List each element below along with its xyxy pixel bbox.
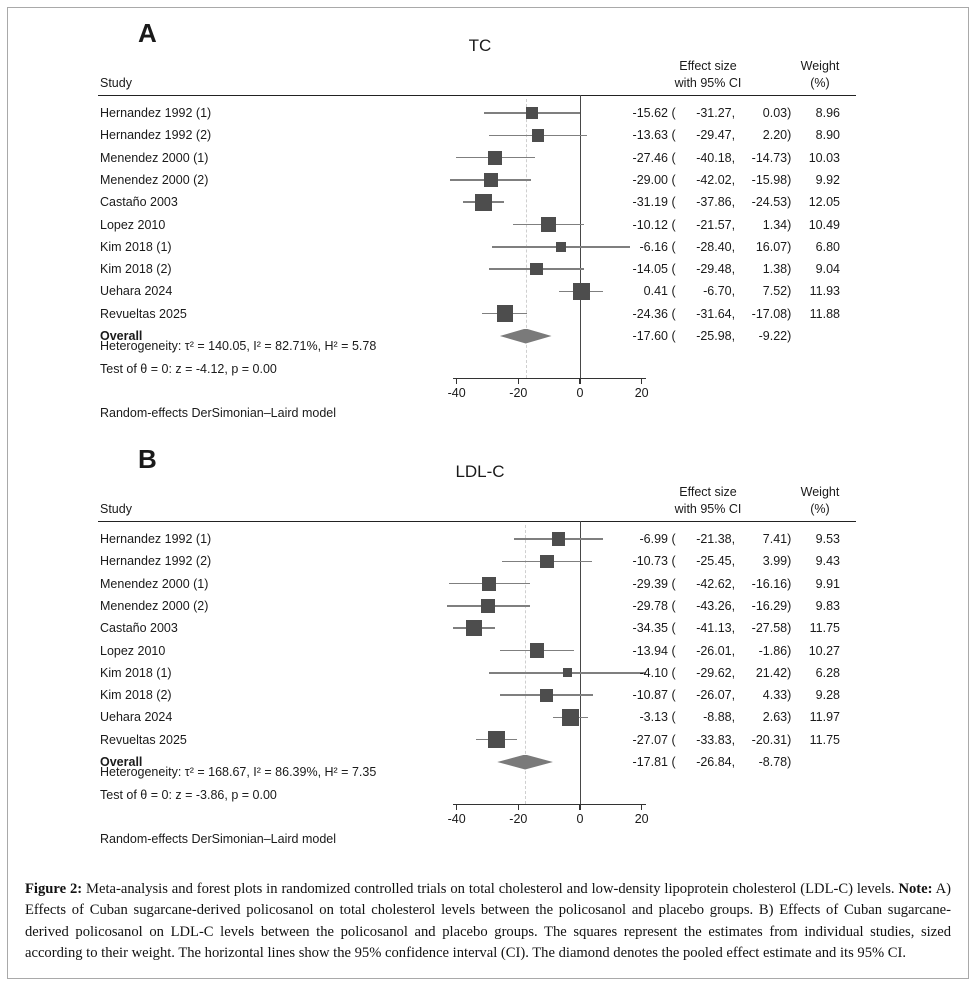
effect-size-text: -27.07 ( -33.83, -20.31) — [618, 731, 791, 749]
axis-tick-label: 20 — [634, 386, 649, 400]
ci-upper: -1.86 — [758, 643, 788, 658]
study-name: Hernandez 1992 (2) — [100, 128, 212, 143]
ci-upper: 21.42 — [755, 665, 788, 680]
panel-title-tc: TC — [468, 36, 492, 55]
weight-value: 10.03 — [808, 150, 840, 165]
effect-size-text: -29.00 ( -42.02, -15.98) — [618, 171, 791, 189]
weight-value: 11.75 — [809, 732, 840, 747]
ci-lower: -26.84 — [696, 755, 732, 769]
axis-line — [453, 378, 646, 379]
effect-size-text: -14.05 ( -29.48, 1.38) — [618, 260, 791, 278]
effect-estimate: -17.81 — [632, 755, 668, 769]
ci-upper: 16.07 — [755, 239, 788, 254]
axis-tick — [641, 379, 642, 384]
study-name: Hernandez 1992 (1) — [100, 532, 212, 546]
weight-value: 6.80 — [815, 239, 840, 254]
heterogeneity-stats: Heterogeneity: τ² = 168.67, I² = 86.39%, H² = 7.35 — [100, 765, 377, 779]
ci-upper: -14.73 — [751, 150, 788, 165]
caption-text: Meta-analysis and forest plots in randomized controlled trials on total cholesterol and low-density lipoprotein cholesterol (LDL-C) levels. — [86, 880, 895, 897]
ci-lower: -33.83 — [696, 732, 732, 747]
axis-tick-label: 0 — [576, 386, 584, 400]
study-name: Kim 2018 (2) — [100, 262, 172, 277]
effect-square — [481, 599, 495, 613]
column-header-study: Study — [100, 76, 132, 90]
ci-lower: -29.62 — [696, 665, 732, 680]
ci-lower: -21.38 — [696, 532, 732, 546]
effect-estimate: 0.41 — [643, 284, 668, 299]
axis-tick-label: 0 — [576, 812, 584, 826]
caption-label: Figure 2: — [25, 880, 83, 897]
effect-size-text: -10.73 ( -25.45, 3.99) — [618, 552, 791, 570]
ci-lower: -41.13 — [696, 621, 732, 636]
effect-header-line1: Effect size — [679, 485, 737, 499]
axis-line — [453, 804, 646, 805]
weight-header-line2: (%) — [810, 76, 830, 90]
effect-square — [482, 577, 496, 591]
effect-size-text: -29.78 ( -43.26, -16.29) — [618, 597, 791, 615]
study-name: Kim 2018 (1) — [100, 665, 172, 680]
effect-header-line2: with 95% CI — [674, 76, 742, 90]
ci-upper: -9.22 — [758, 329, 788, 343]
axis-tick — [456, 379, 457, 384]
forest-panel-ldlc — [0, 438, 976, 864]
effect-size-text: -17.60 ( -25.98, -9.22) — [618, 327, 791, 345]
ci-lower: -42.02 — [696, 172, 732, 187]
effect-size-text: -17.81 ( -26.84, -8.78) — [618, 753, 791, 771]
axis-tick — [579, 805, 580, 810]
overall-diamond — [497, 755, 553, 770]
overall-label: Overall — [100, 329, 143, 343]
ci-lower: -42.62 — [696, 576, 732, 591]
effect-square — [562, 709, 579, 726]
effect-size-text: -15.62 ( -31.27, 0.03) — [618, 104, 791, 122]
effect-size-text: -10.12 ( -21.57, 1.34) — [618, 216, 791, 234]
weight-value: 9.53 — [815, 532, 840, 546]
ci-upper: -27.58 — [751, 621, 788, 636]
effect-square — [530, 643, 544, 657]
weight-value: 11.93 — [809, 284, 840, 299]
overall-diamond — [500, 329, 552, 344]
study-name: Menendez 2000 (2) — [100, 172, 209, 187]
ci-upper: 4.33 — [762, 688, 788, 703]
axis-tick — [641, 805, 642, 810]
note-label: Note: — [898, 880, 933, 897]
weight-header-line1: Weight — [800, 59, 840, 73]
effect-square — [466, 620, 482, 636]
study-name: Kim 2018 (2) — [100, 688, 172, 703]
ci-lower: -40.18 — [696, 150, 732, 165]
study-name: Hernandez 1992 (2) — [100, 554, 212, 569]
effect-estimate: -13.63 — [632, 128, 668, 143]
effect-header-line1: Effect size — [679, 59, 737, 73]
effect-size-text: -10.87 ( -26.07, 4.33) — [618, 686, 791, 704]
heterogeneity-stats: Heterogeneity: τ² = 140.05, I² = 82.71%, H² = 5.78 — [100, 339, 377, 353]
effect-estimate: -29.39 — [632, 576, 668, 591]
effect-estimate: -15.62 — [632, 106, 668, 120]
effect-size-text: -3.13 ( -8.88, 2.63) — [618, 708, 791, 726]
effect-estimate: -24.36 — [632, 306, 668, 321]
effect-header-line2: with 95% CI — [674, 502, 742, 516]
ci-lower: -25.98 — [696, 329, 732, 343]
ci-upper: 1.38 — [762, 262, 788, 277]
effect-size-text: -34.35 ( -41.13, -27.58) — [618, 619, 791, 637]
effect-estimate: -13.94 — [632, 643, 668, 658]
effect-estimate: -34.35 — [632, 621, 668, 636]
column-header-study: Study — [100, 502, 132, 516]
effect-size-text: -24.36 ( -31.64, -17.08) — [618, 305, 791, 323]
test-stats: Test of θ = 0: z = -3.86, p = 0.00 — [100, 788, 277, 802]
axis-tick-label: 20 — [634, 812, 649, 826]
ci-upper: -24.53 — [751, 195, 788, 210]
panel-label-b: B — [138, 444, 157, 474]
effect-estimate: -31.19 — [632, 195, 668, 210]
axis-tick — [579, 379, 580, 384]
ci-upper: 2.63 — [762, 710, 788, 725]
ci-upper: -8.78 — [758, 755, 788, 769]
ci-upper: -16.16 — [751, 576, 788, 591]
forest-panel-tc — [0, 12, 976, 438]
study-name: Revueltas 2025 — [100, 732, 187, 747]
effect-estimate: -29.00 — [632, 172, 668, 187]
axis-tick — [518, 379, 519, 384]
weight-value: 6.28 — [815, 665, 840, 680]
effect-size-text: -27.46 ( -40.18, -14.73) — [618, 149, 791, 167]
ci-lower: -37.86 — [696, 195, 732, 210]
study-name: Uehara 2024 — [100, 710, 173, 725]
study-name: Uehara 2024 — [100, 284, 173, 299]
effect-square — [526, 107, 539, 120]
study-name: Kim 2018 (1) — [100, 239, 172, 254]
ci-lower: -29.48 — [696, 262, 732, 277]
weight-value: 8.96 — [815, 106, 840, 120]
effect-estimate: -27.46 — [632, 150, 668, 165]
effect-estimate: -6.16 — [639, 239, 668, 254]
ci-lower: -21.57 — [696, 217, 732, 232]
ci-upper: 7.52 — [762, 284, 788, 299]
effect-estimate: -6.99 — [639, 532, 668, 546]
ci-upper: 3.99 — [762, 554, 788, 569]
study-name: Menendez 2000 (1) — [100, 576, 209, 591]
effect-estimate: -4.10 — [639, 665, 668, 680]
panel-label-a: A — [138, 18, 157, 48]
weight-header-line1: Weight — [800, 485, 840, 499]
weight-value: 8.90 — [815, 128, 840, 143]
effect-square — [540, 555, 553, 568]
effect-square — [488, 151, 502, 165]
study-name: Lopez 2010 — [100, 643, 166, 658]
model-note: Random-effects DerSimonian–Laird model — [100, 406, 336, 420]
effect-size-text: 0.41 ( -6.70, 7.52) — [618, 282, 791, 300]
effect-size-text: -6.16 ( -28.40, 16.07) — [618, 238, 791, 256]
effect-square — [563, 668, 572, 677]
effect-square — [484, 173, 498, 187]
weight-value: 10.49 — [808, 217, 840, 232]
ci-upper: 7.41 — [762, 532, 788, 546]
axis-tick — [456, 805, 457, 810]
axis-tick — [518, 805, 519, 810]
ci-upper: 0.03 — [762, 106, 788, 120]
effect-square — [552, 532, 565, 545]
effect-estimate: -10.87 — [632, 688, 668, 703]
weight-value: 11.88 — [809, 306, 840, 321]
ci-upper: -20.31 — [751, 732, 788, 747]
weight-value: 9.43 — [815, 554, 840, 569]
note-text: A) Effects of Cuban sugarcane-derived policosanol on total cholesterol levels between the policosanol and placebo groups. B) Effects of Cuban sugarcane-derived policosanol on LDL-C levels between the policosanol and placebo groups. The squares represent the estimates from individual studies, sized according to their weight. The horizontal lines show the 95% confidence interval (CI). The diamond denotes the pooled effect estimate and its 95% CI. — [25, 880, 951, 962]
weight-value: 9.04 — [815, 262, 840, 277]
panel-title-ldlc: LDL-C — [455, 462, 505, 481]
ci-upper: -17.08 — [751, 306, 788, 321]
ci-upper: 1.34 — [762, 217, 788, 232]
study-name: Menendez 2000 (2) — [100, 598, 209, 613]
effect-estimate: -17.60 — [632, 329, 668, 343]
ci-upper: -16.29 — [751, 598, 788, 613]
weight-value: 10.27 — [808, 643, 840, 658]
effect-estimate: -10.12 — [632, 217, 668, 232]
study-name: Castaño 2003 — [100, 621, 178, 636]
overall-label: Overall — [100, 755, 143, 769]
ci-lower: -31.27 — [696, 106, 732, 120]
effect-size-text: -31.19 ( -37.86, -24.53) — [618, 193, 791, 211]
effect-size-text: -29.39 ( -42.62, -16.16) — [618, 575, 791, 593]
axis-tick-label: -20 — [509, 812, 528, 826]
weight-value: 9.28 — [815, 688, 840, 703]
effect-size-text: -6.99 ( -21.38, 7.41) — [618, 530, 791, 548]
study-name: Revueltas 2025 — [100, 306, 187, 321]
ci-lower: -29.47 — [696, 128, 732, 143]
ci-lower: -8.88 — [703, 710, 732, 725]
effect-square — [497, 305, 514, 322]
test-stats: Test of θ = 0: z = -4.12, p = 0.00 — [100, 362, 277, 376]
axis-tick-label: -40 — [447, 386, 466, 400]
effect-estimate: -14.05 — [632, 262, 668, 277]
weight-value: 9.91 — [815, 576, 840, 591]
ci-lower: -26.01 — [696, 643, 732, 658]
weight-value: 9.83 — [815, 598, 840, 613]
ci-lower: -28.40 — [696, 239, 732, 254]
effect-square — [540, 689, 553, 702]
figure-caption — [25, 879, 951, 965]
ci-lower: -43.26 — [696, 598, 732, 613]
ci-upper: -15.98 — [751, 172, 788, 187]
study-name: Hernandez 1992 (1) — [100, 106, 212, 120]
effect-size-text: -4.10 ( -29.62, 21.42) — [618, 664, 791, 682]
ci-lower: -26.07 — [696, 688, 732, 703]
effect-square — [573, 283, 590, 300]
study-name: Castaño 2003 — [100, 195, 178, 210]
effect-square — [475, 194, 492, 211]
weight-value: 9.92 — [815, 172, 840, 187]
weight-value: 11.75 — [809, 621, 840, 636]
effect-estimate: -10.73 — [632, 554, 668, 569]
effect-square — [556, 242, 566, 252]
weight-value: 12.05 — [808, 195, 840, 210]
ci-lower: -31.64 — [696, 306, 732, 321]
effect-size-text: -13.94 ( -26.01, -1.86) — [618, 642, 791, 660]
effect-estimate: -29.78 — [632, 598, 668, 613]
weight-value: 11.97 — [809, 710, 840, 725]
ci-lower: -6.70 — [703, 284, 732, 299]
ci-upper: 2.20 — [762, 128, 788, 143]
effect-square — [541, 217, 556, 232]
effect-square — [532, 129, 544, 141]
effect-estimate: -3.13 — [639, 710, 668, 725]
axis-tick-label: -40 — [447, 812, 466, 826]
effect-estimate: -27.07 — [632, 732, 668, 747]
weight-header-line2: (%) — [810, 502, 830, 516]
effect-size-text: -13.63 ( -29.47, 2.20) — [618, 126, 791, 144]
model-note: Random-effects DerSimonian–Laird model — [100, 832, 336, 846]
effect-square — [488, 731, 504, 747]
axis-tick-label: -20 — [509, 386, 528, 400]
ci-lower: -25.45 — [696, 554, 732, 569]
study-name: Lopez 2010 — [100, 217, 166, 232]
study-name: Menendez 2000 (1) — [100, 150, 209, 165]
effect-square — [530, 263, 543, 276]
